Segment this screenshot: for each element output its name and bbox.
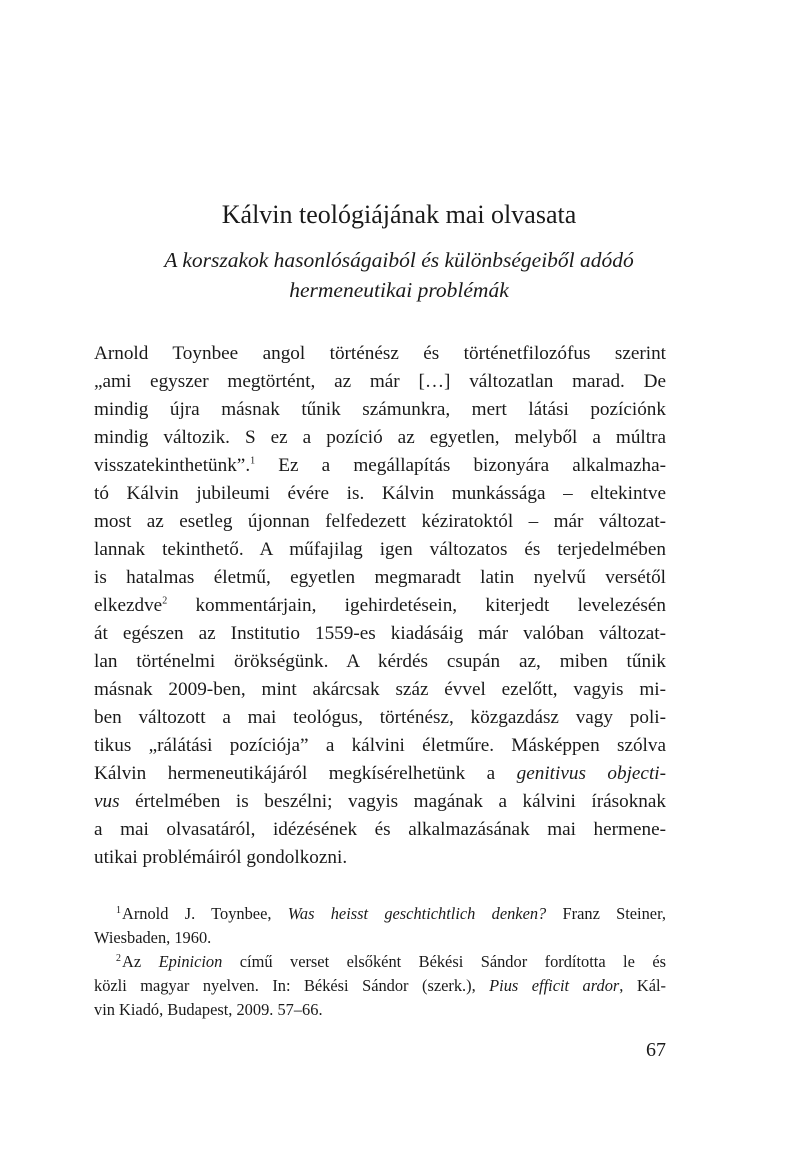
text-run: közli magyar nyelven. In: Békési Sándor (szerk.),: [94, 976, 490, 995]
body-line: most az esetleg újonnan felfedezett kéziratoktól – már változat-: [94, 511, 666, 532]
subtitle-line: A korszakok hasonlóságaiból és különbségeiből adódó: [164, 248, 634, 272]
body-line: tikus „rálátási pozíciója” a kálvini életműre. Másképpen szólva: [94, 735, 666, 756]
footnote-mark: 1: [116, 904, 121, 916]
text-run: visszatekinthetünk”.: [94, 455, 251, 476]
footnote-mark: 2: [116, 952, 121, 964]
body-line: [94, 452, 666, 480]
body-line: másnak 2009-ben, mint akárcsak száz évvel ezelőtt, vagyis mi-: [94, 679, 666, 700]
page-number: 67: [646, 1039, 666, 1061]
body-line: [94, 592, 666, 620]
text-run: elkezdve: [94, 595, 163, 616]
body-line: [94, 788, 666, 816]
text-run: Franz Steiner,: [546, 904, 666, 923]
footnote-ref-1[interactable]: 1: [250, 455, 256, 467]
body-line: [94, 760, 666, 788]
body-line: a mai olvasatáról, idézésének és alkalmazásának mai hermene-: [94, 819, 666, 840]
body-line: lan történelmi örökségünk. A kérdés csupán az, miben tűnik: [94, 651, 666, 672]
body-line: mindig változik. S ez a pozíció az egyetlen, melyből a múltra: [94, 427, 666, 448]
footnote-line: [94, 974, 666, 998]
footnote-line: vin Kiadó, Budapest, 2009. 57–66.: [94, 1000, 323, 1019]
italic-term: genitivus objecti-: [516, 763, 666, 784]
body-line: tó Kálvin jubileumi évére is. Kálvin munkássága – eltekintve: [94, 483, 666, 504]
text-run: Arnold J. Toynbee,: [122, 904, 288, 923]
chapter-subtitle: [0, 245, 798, 305]
body-line: Arnold Toynbee angol történész és történetfilozófus szerint: [94, 343, 666, 364]
body-line: át egészen az Institutio 1559-es kiadásáig már valóban változat-: [94, 623, 666, 644]
text-run: Kálvin hermeneutikájáról megkísérelhetünk a: [94, 763, 517, 784]
italic-term: vus: [94, 791, 120, 812]
text-run: , Kál-: [619, 976, 666, 995]
italic-title: Pius efficit ardor: [489, 976, 620, 995]
body-line: utikai problémáiról gondolkozni.: [94, 847, 348, 868]
footnote-2: [94, 950, 666, 974]
chapter-title: Kálvin teológiájának mai olvasata: [221, 200, 577, 229]
text-run: Ez a megállapítás bizonyára alkalmazha-: [255, 455, 666, 476]
subtitle-line: hermeneutikai problémák: [289, 278, 509, 302]
italic-title: Was heisst geschtichtlich denken?: [287, 904, 547, 923]
body-line: mindig újra másnak tűnik számunkra, mert látási pozíciónk: [94, 399, 666, 420]
footnote-1: [94, 902, 666, 926]
text-run: Az: [122, 952, 159, 971]
body-line: is hatalmas életmű, egyetlen megmaradt latin nyelvű versétől: [94, 567, 666, 588]
body-line: „ami egyszer megtörtént, az már […] változatlan marad. De: [94, 371, 666, 392]
italic-title: Epinicion: [158, 952, 223, 971]
footnote-ref-2[interactable]: 2: [162, 595, 168, 607]
body-line: ben változott a mai teológus, történész, közgazdász vagy poli-: [94, 707, 666, 728]
body-line: lannak tekinthető. A műfajilag igen változatos és terjedelmében: [94, 539, 666, 560]
text-run: értelmében is beszélni; vagyis magának a kálvini írásoknak: [119, 791, 666, 812]
text-run: kommentárjain, igehirdetésein, kiterjedt levelezésén: [167, 595, 666, 616]
text-run: című verset elsőként Békési Sándor fordította le és: [222, 952, 666, 971]
footnote-line: Wiesbaden, 1960.: [94, 928, 212, 947]
